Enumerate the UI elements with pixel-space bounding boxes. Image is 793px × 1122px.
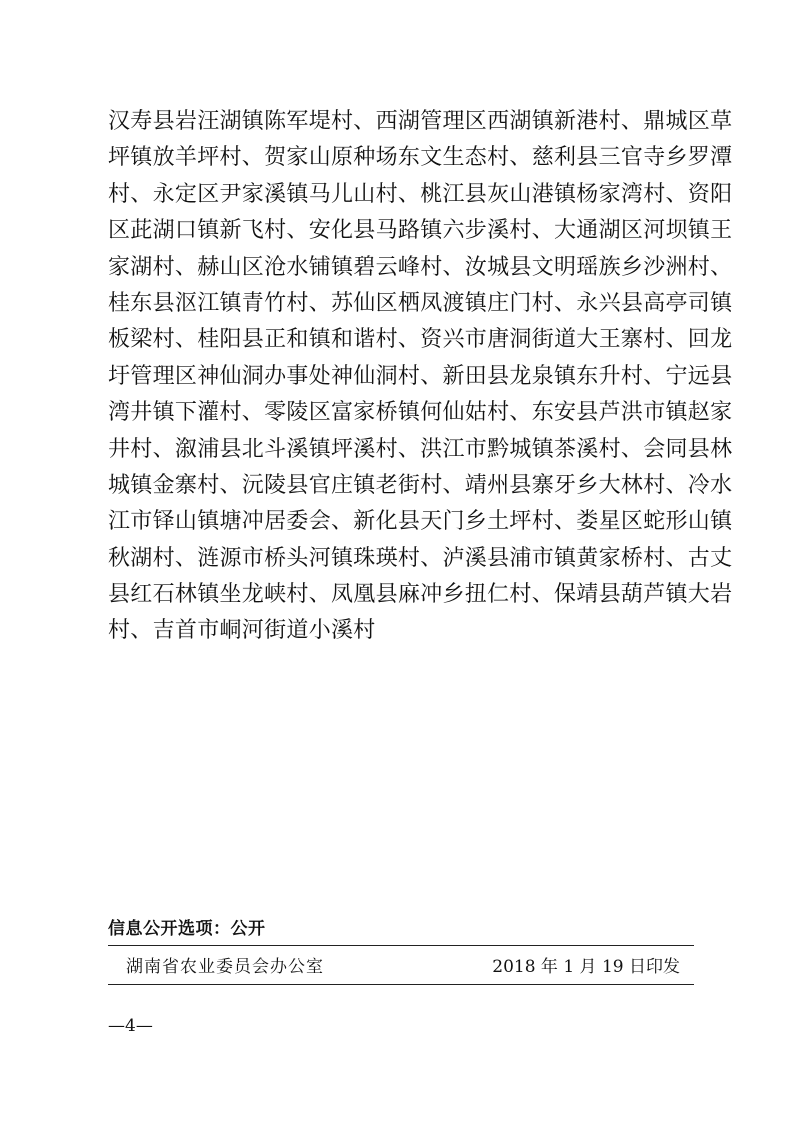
footer-rule-top — [108, 945, 694, 946]
body-line: 汉寿县岩汪湖镇陈军堤村、西湖管理区西湖镇新港村、鼎城区草 — [108, 109, 733, 134]
disclosure-option: 信息公开选项：公开 — [108, 919, 266, 939]
body-line: 井村、溆浦县北斗溪镇坪溪村、洪江市黔城镇茶溪村、会同县林 — [108, 436, 733, 462]
body-line: 板梁村、桂阳县正和镇和谐村、资兴市唐洞街道大王寨村、回龙 — [108, 327, 733, 353]
body-line: 区茈湖口镇新飞村、安化县马路镇六步溪村、大通湖区河坝镇王 — [108, 218, 733, 244]
footer-rule-bottom — [108, 984, 694, 985]
body-line: 坪镇放羊坪村、贺家山原种场东文生态村、慈利县三官寺乡罗潭 — [108, 145, 733, 171]
body-line: 湾井镇下灌村、零陵区富家桥镇何仙姑村、东安县芦洪市镇赵家 — [108, 400, 733, 426]
page-number: —4— — [108, 1016, 153, 1036]
issuing-office: 湖南省农业委员会办公室 — [126, 957, 324, 977]
body-line: 家湖村、赫山区沧水铺镇碧云峰村、汝城县文明瑶族乡沙洲村、 — [108, 254, 733, 280]
body-line: 江市铎山镇塘冲居委会、新化县天门乡土坪村、娄星区蛇形山镇 — [108, 509, 733, 535]
body-line: 圩管理区神仙洞办事处神仙洞村、新田县龙泉镇东升村、宁远县 — [108, 363, 733, 389]
body-line: 村、吉首市峒河街道小溪村 — [108, 618, 376, 644]
body-line: 桂东县沤江镇青竹村、苏仙区栖凤渡镇庄门村、永兴县高亭司镇 — [108, 290, 733, 316]
body-line: 城镇金寨村、沅陵县官庄镇老街村、靖州县寨牙乡大林村、冷水 — [108, 472, 733, 498]
body-line: 县红石林镇坐龙峡村、凤凰县麻冲乡扭仁村、保靖县葫芦镇大岩 — [108, 582, 733, 608]
issue-date: 2018 年 1 月 19 日印发 — [492, 957, 680, 977]
body-text — [108, 104, 733, 650]
body-line: 秋湖村、涟源市桥头河镇珠瑛村、泸溪县浦市镇黄家桥村、古丈 — [108, 545, 733, 571]
body-line: 村、永定区尹家溪镇马儿山村、桃江县灰山港镇杨家湾村、资阳 — [108, 181, 733, 207]
